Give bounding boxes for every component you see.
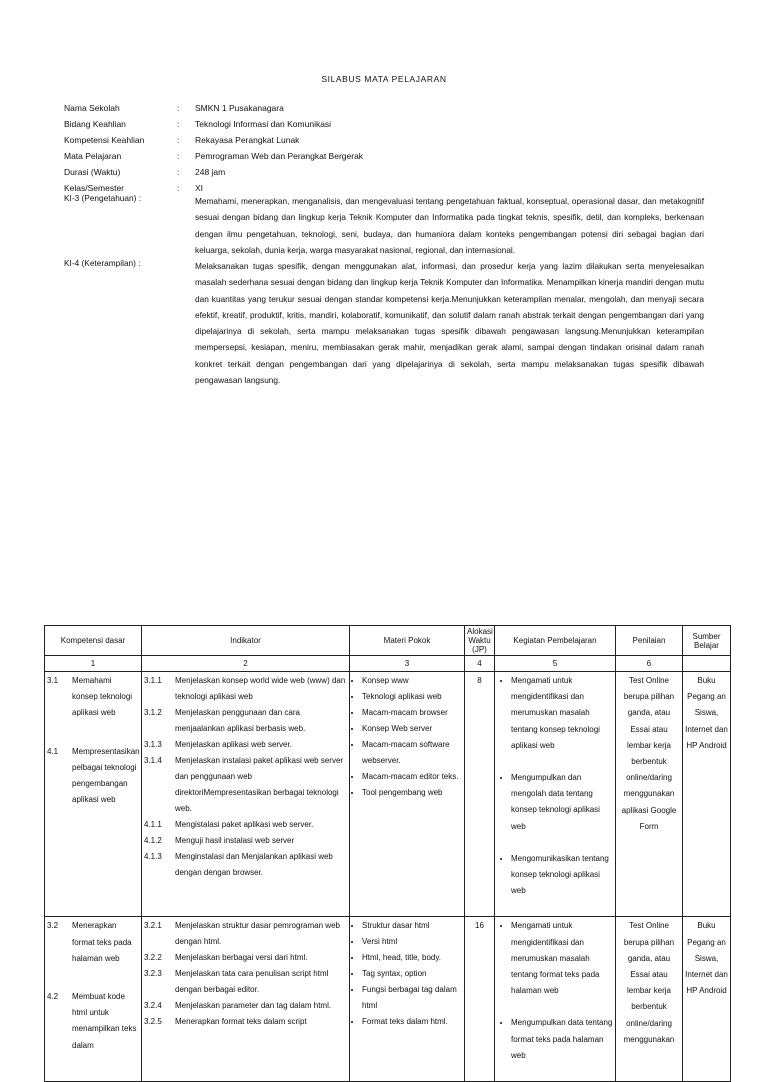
indikator-cell: [142, 672, 350, 917]
column-header: Materi Pokok: [350, 626, 465, 656]
indikator-item: [144, 918, 347, 950]
kd-text: Memahami konsep teknologi aplikasi web: [72, 676, 133, 718]
column-header: Kompetensi dasar: [45, 626, 142, 656]
info-colon: :: [177, 135, 180, 145]
indikator-code: 4.1.2: [144, 836, 162, 845]
indikator-text: Menjelaskan aplikasi web server.: [175, 740, 292, 749]
column-number: 2: [142, 656, 350, 672]
kegiatan-item: • Mengumpulkan dan mengolah data tentang konsep teknologi aplikasi web: [511, 770, 613, 835]
indikator-code: 3.2.4: [144, 1001, 162, 1011]
sumber-cell: Buku Pegang an Siswa, Internet dan HP Android: [683, 917, 731, 1082]
column-number: [683, 656, 731, 672]
column-header: Kegiatan Pembelajaran: [495, 626, 616, 656]
info-label: Nama Sekolah: [64, 103, 120, 113]
indikator-code: 3.2.5: [144, 1017, 162, 1027]
materi-list: [352, 673, 462, 801]
info-colon: :: [177, 103, 180, 113]
indikator-text: Menjelaskan berbagai versi dari html.: [175, 953, 308, 963]
indikator-item: [144, 998, 347, 1014]
ki3-label: KI-3 (Pengetahuan) :: [64, 193, 142, 203]
indikator-text: Menjelaskan struktur dasar pemrograman web dengan html.: [175, 921, 340, 947]
indikator-item: [144, 950, 347, 966]
materi-cell: [350, 672, 465, 917]
indikator-text: Menjelaskan instalasi paket aplikasi web server dan penggunaan web direktoriMempresentasikan berbagai teknologi web.: [175, 756, 344, 813]
indikator-item: [144, 849, 347, 881]
materi-list: [352, 918, 462, 1030]
indikator-item: [144, 833, 347, 849]
kd-cell: [45, 917, 142, 1082]
kd-text: Mempresentasikan pelbagai teknologi pengembangan aplikasi web: [72, 746, 140, 805]
indikator-item: [144, 817, 347, 833]
table-number-row: [45, 656, 731, 672]
indikator-code: 4.1.1: [144, 820, 162, 829]
table-row: [45, 917, 731, 1082]
info-value: Pemrograman Web dan Perangkat Bergerak: [195, 151, 364, 161]
indikator-item: [144, 737, 347, 753]
kd-item: [47, 673, 139, 722]
indikator-text: Menerapkan format teks dalam script: [175, 1017, 307, 1027]
info-value: Teknologi Informasi dan Komunikasi: [195, 119, 332, 129]
kegiatan-list: [501, 918, 613, 1064]
materi-item: • Teknologi aplikasi web: [362, 689, 462, 705]
materi-item: • Struktur dasar html: [362, 918, 462, 934]
info-value: 248 jam: [195, 167, 226, 177]
info-row: [64, 148, 714, 164]
indikator-item: [144, 1014, 347, 1030]
info-colon: :: [177, 183, 180, 193]
indikator-item: [144, 673, 347, 705]
column-header: Sumber Belajar: [683, 626, 731, 656]
page-title: SILABUS MATA PELAJARAN: [321, 74, 447, 84]
column-number: 3: [350, 656, 465, 672]
syllabus-info: [64, 100, 714, 196]
materi-item: • Macam-macam browser: [362, 705, 462, 721]
info-label: Mata Pelajaran: [64, 151, 122, 161]
column-number: 1: [45, 656, 142, 672]
sumber-cell: Buku Pegang an Siswa, Internet dan HP Android: [683, 672, 731, 917]
column-header: Indikator: [142, 626, 350, 656]
info-colon: :: [177, 151, 180, 161]
kd-spacer: [47, 967, 139, 989]
kd-item: [47, 989, 139, 1054]
kegiatan-list: [501, 673, 613, 899]
kegiatan-item: • Mengamati untuk mengidentifikasi dan merumuskan masalah tentang konsep teknologi aplikasi web: [511, 673, 613, 754]
materi-item: • Tool pengembang web: [362, 785, 462, 801]
materi-item: • Html, head, title, body.: [362, 950, 462, 966]
column-header: Alokasi Waktu (JP): [465, 626, 495, 656]
kd-code: 4.1: [47, 746, 59, 756]
indikator-code: 3.1.4: [144, 756, 162, 765]
kd-item: [47, 744, 139, 809]
indikator-text: Menjelaskan penggunaan dan cara menjaalankan aplikasi berbasis web.: [175, 708, 306, 733]
alokasi-cell: 16: [465, 917, 495, 1082]
indikator-text: Mengistalasi paket aplikasi web server.: [175, 820, 314, 829]
info-value: XI: [195, 183, 204, 193]
indikator-item: [144, 966, 347, 998]
indikator-cell: [142, 917, 350, 1082]
info-label: Kelas/Semester: [64, 183, 124, 193]
penilaian-cell: Test Online berupa pilihan ganda, atau Essai atau lembar kerja berbentuk online/daring menggunakan: [616, 917, 683, 1082]
kd-code: 4.2: [47, 992, 59, 1002]
info-label: Bidang Keahlian: [64, 119, 126, 129]
indikator-code: 3.1.3: [144, 740, 162, 749]
kegiatan-cell: [495, 672, 616, 917]
materi-item: • Konsep www: [362, 673, 462, 689]
indikator-code: 3.2.3: [144, 969, 162, 979]
kd-code: 3.1: [47, 676, 59, 685]
info-label: Kompetensi Keahlian: [64, 135, 145, 145]
kegiatan-item: • Mengumpulkan data tentang format teks pada halaman web: [511, 1015, 613, 1064]
info-row: [64, 100, 714, 116]
kegiatan-item: • Mengomunikasikan tentang konsep teknologi aplikasi web: [511, 851, 613, 900]
column-number: 4: [465, 656, 495, 672]
indikator-item: [144, 753, 347, 817]
column-number: 6: [616, 656, 683, 672]
table-header-row: [45, 626, 731, 656]
info-value: Rekayasa Perangkat Lunak: [195, 135, 300, 145]
indikator-item: [144, 705, 347, 737]
ki4-section: [64, 258, 704, 388]
kd-text: Menerapkan format teks pada halaman web: [72, 921, 132, 963]
materi-cell: [350, 917, 465, 1082]
table-row: [45, 672, 731, 917]
info-label: Durasi (Waktu): [64, 167, 121, 177]
materi-item: • Macam-macam editor teks.: [362, 769, 462, 785]
kegiatan-cell: [495, 917, 616, 1082]
indikator-code: 3.1.2: [144, 708, 162, 717]
indikator-text: Menjelaskan tata cara penulisan script html dengan berbagai editor.: [175, 969, 329, 995]
column-number: 5: [495, 656, 616, 672]
indikator-text: Menginstalasi dan Menjalankan aplikasi web dengan dengan browser.: [175, 852, 333, 877]
penilaian-cell: Test Online berupa pilihan ganda, atau Essai atau lembar kerja berbentuk online/daring menggunakan aplikasi Google Form: [616, 672, 683, 917]
materi-item: • Konsep Web server: [362, 721, 462, 737]
indikator-text: Menguji hasil instalasi web server: [175, 836, 295, 845]
materi-item: • Fungsi berbagai tag dalam html: [362, 982, 462, 1014]
info-colon: :: [177, 119, 180, 129]
ki4-label: KI-4 (Keterampilan) :: [64, 258, 141, 268]
ki3-section: [64, 193, 704, 258]
ki3-text: Memahami, menerapkan, menganalisis, dan mengevaluasi tentang pengetahuan faktual, konseptual, operasional dasar, dan metakognitif sesuai dengan bidang dan lingkup kerja Teknik Komputer dan Informatika pada tingkat teknis, spesifik, detil, dan kompleks, berkenaan dengan ilmu pengetahuan, teknologi, seni, budaya, dan humaniora dalam konteks pengembangan potensi diri sebagai bagian dari keluarga, sekolah, dunia kerja, warga masyarakat nasional, regional, dan internasional.: [195, 196, 704, 255]
ki4-text: Melaksanakan tugas spesifik, dengan menggunakan alat, informasi, dan prosedur kerja yang lazim dilakukan serta menyelesaikan masalah sederhana sesuai dengan bidang dan lingkup kerja Teknik Komputer dan Informatika. Menampilkan kinerja mandiri dengan mutu dan kuantitas yang terukur sesuai dengan standar kompetensi kerja.Menunjukkan keterampilan menalar, mengolah, dan menyaji secara efektif, kreatif, produktif, kritis, mandiri, kolaboratif, komunikatif, dan solutif dalam ranah abstrak terkait dengan pengembangan dari yang dipelajarinya di sekolah, serta mampu melaksanakan tugas spesifik dibawah pengawasan langsung.Menunjukkan keterampilan mempersepsi, kesiapan, meniru, membiasakan gerak mahir, menjadikan gerak alami, sampai dengan tindakan orisinal dalam ranah konkret terkait dengan pengembangan dari yang dipelajarinya di sekolah, serta mampu melaksanakan tugas spesifik dibawah pengawasan langsung.: [195, 261, 704, 386]
info-row: [64, 164, 714, 180]
kd-item: [47, 918, 139, 967]
kd-cell: [45, 672, 142, 917]
indikator-code: 4.1.3: [144, 852, 162, 861]
indikator-text: Menjelaskan parameter dan tag dalam html.: [175, 1001, 332, 1011]
info-value: SMKN 1 Pusakanagara: [195, 103, 284, 113]
column-header: Penilaian: [616, 626, 683, 656]
materi-item: • Tag syntax, option: [362, 966, 462, 982]
info-row: [64, 132, 714, 148]
indikator-code: 3.2.2: [144, 953, 162, 963]
indikator-code: 3.2.1: [144, 921, 162, 931]
info-row: [64, 116, 714, 132]
indikator-code: 3.1.1: [144, 676, 162, 685]
materi-item: • Macam-macam software webserver.: [362, 737, 462, 769]
kd-code: 3.2: [47, 921, 59, 931]
materi-item: • Format teks dalam html.: [362, 1014, 462, 1030]
syllabus-table: [44, 625, 731, 1082]
kd-spacer: [47, 722, 139, 744]
indikator-text: Menjelaskan konsep world wide web (www) dan teknologi aplikasi web: [175, 676, 346, 701]
info-colon: :: [177, 167, 180, 177]
materi-item: • Versi html: [362, 934, 462, 950]
kd-text: Membuat kode html untuk menampilkan teks dalam: [72, 992, 137, 1050]
table-body: [45, 672, 731, 1082]
kegiatan-item: • Mengamati untuk mengidentifikasi dan merumuskan masalah tentang format teks pada halaman web: [511, 918, 613, 999]
alokasi-cell: 8: [465, 672, 495, 917]
